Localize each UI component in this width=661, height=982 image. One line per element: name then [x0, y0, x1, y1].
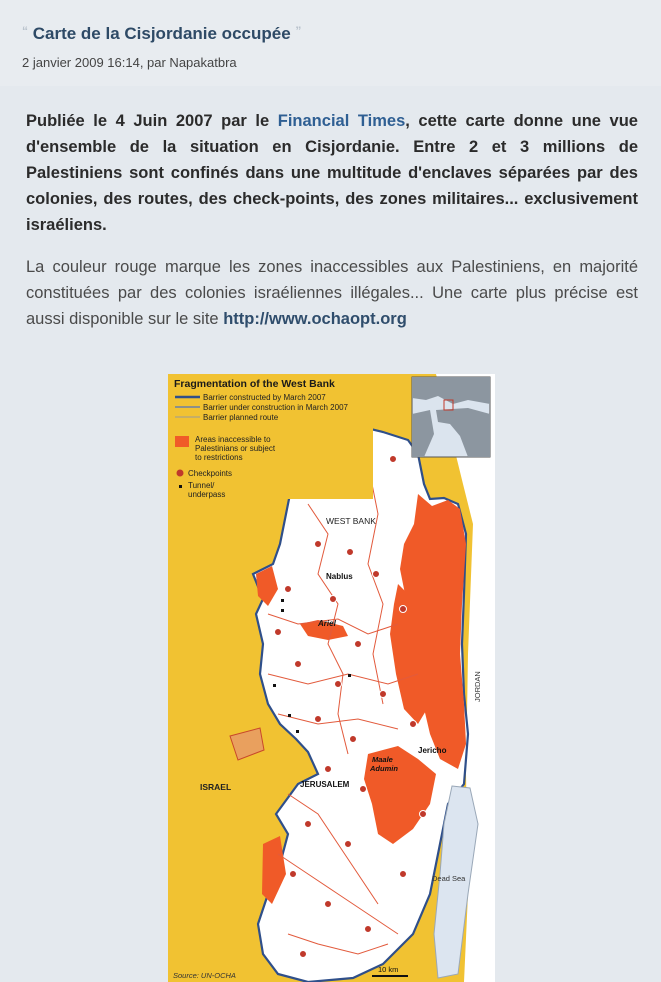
body-text: La couleur rouge marque les zones inaccessibles aux Palestiniens, en majorité constituées par des colonies israéliennes illégales... Une carte plus précise est aussi disponible sur le site: [26, 258, 638, 328]
label-jordan: JORDAN: [473, 671, 482, 702]
label-source: Source: UN-OCHA: [173, 971, 236, 980]
inset-locator-map: [412, 377, 490, 457]
article-byline: 2 janvier 2009 16:14, par Napakatbra: [22, 55, 237, 70]
article-title-link[interactable]: Carte de la Cisjordanie occupée: [32, 24, 291, 43]
legend-areas-line2: Palestinians or subject: [195, 444, 276, 453]
label-scale: 10 km: [378, 965, 399, 974]
ochaopt-link[interactable]: http://www.ochaopt.org: [223, 310, 407, 328]
close-quote-icon: ”: [295, 24, 302, 38]
label-ariel: Ariel: [318, 619, 336, 628]
label-israel: ISRAEL: [200, 782, 232, 792]
legend-tunnel-line2: underpass: [188, 490, 226, 499]
legend-checkpoint-icon: [177, 470, 184, 477]
map-title: Fragmentation of the West Bank: [174, 378, 335, 390]
label-dead-sea: Dead Sea: [432, 874, 466, 883]
lead-text-before: Publiée le 4 Juin 2007 par le: [26, 112, 278, 130]
label-jericho: Jericho: [418, 746, 447, 755]
label-jerusalem: JERUSALEM: [300, 780, 350, 789]
article-lead: [26, 108, 638, 238]
open-quote-icon: “: [22, 24, 28, 38]
lead-text-after: , cette carte donne une vue d'ensemble de la situation en Cisjordanie. Entre 2 et 3 millions de Palestiniens sont confinés dans une multitude d'enclaves séparées par des colonies, des routes, des check-points, des zones militaires... exclusivement israéliens.: [26, 112, 638, 234]
financial-times-link[interactable]: Financial Times: [277, 112, 406, 130]
label-nablus: Nablus: [326, 572, 353, 581]
legend-areas-line3: to restrictions: [195, 453, 243, 462]
legend-tunnel-line1: Tunnel/: [188, 481, 215, 490]
label-maale-line1: Maale: [372, 755, 393, 764]
west-bank-map-image[interactable]: [168, 374, 495, 982]
legend-barrier-planned: Barrier planned route: [203, 413, 279, 422]
article-header: [0, 0, 661, 86]
west-bank-map-svg: [168, 374, 495, 982]
legend-tunnel-icon: [179, 485, 182, 488]
legend-barrier-built: Barrier constructed by March 2007: [203, 393, 326, 402]
label-west-bank: WEST BANK: [326, 516, 376, 526]
label-maale-line2: Adumin: [370, 764, 398, 773]
legend-areas-line1: Areas inaccessible to: [195, 435, 271, 444]
article-title-row: [22, 24, 301, 44]
legend-checkpoints: Checkpoints: [188, 469, 233, 478]
legend-barrier-construction: Barrier under construction in March 2007: [203, 403, 348, 412]
article-body: [26, 254, 638, 332]
legend-restricted-swatch: [175, 436, 189, 447]
